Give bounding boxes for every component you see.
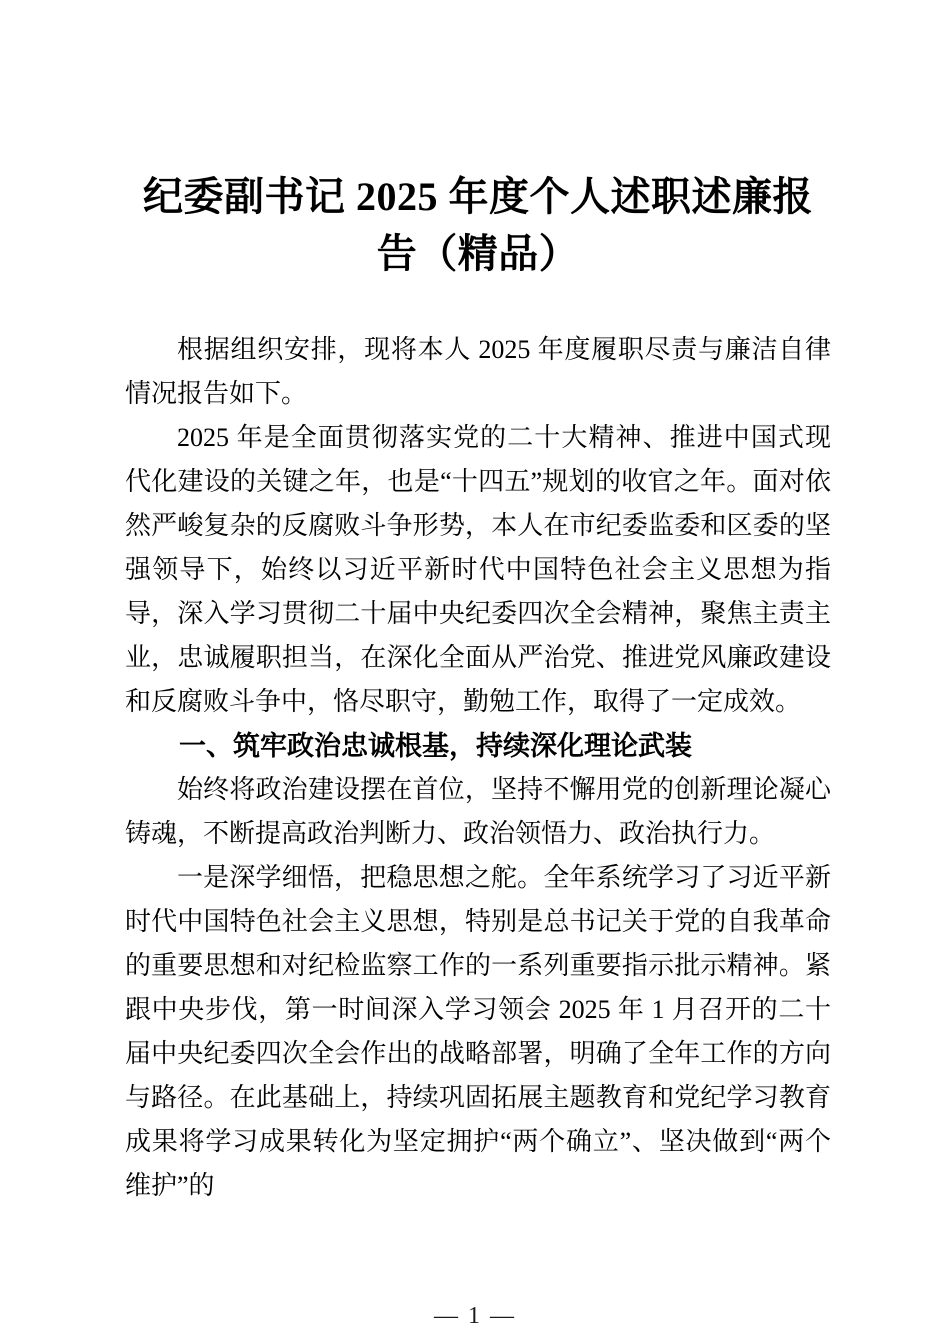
paragraph-theory-study: 一是深学细悟，把稳思想之舵。全年系统学习了习近平新时代中国特色社会主义思想，特别是总书记关于党的自我革命的重要思想和对纪检监察工作的一系列重要指示批示精神。紧跟中央步伐，第一时间深入学习领会 2025 年 1 月召开的二十届中央纪委四次全会作出的战略部署，明确了全年工作的方向与路径。在此基础上，持续巩固拓展主题教育和党纪学习教育成果将学习成果转化为坚定拥护“两个确立”、坚决做到“两个维护”的 — [125, 863, 831, 1200]
paragraph-political-building: 始终将政治建设摆在首位，坚持不懈用党的创新理论凝心铸魂，不断提高政治判断力、政治领悟力、政治执行力。 — [125, 775, 831, 848]
paragraph-overview: 2025 年是全面贯彻落实党的二十大精神、推进中国式现代化建设的关键之年，也是“十四五”规划的收官之年。面对依然严峻复杂的反腐败斗争形势，本人在市纪委监委和区委的坚强领导下，始终以习近平新时代中国特色社会主义思想为指导，深入学习贯彻二十届中央纪委四次全会精神，聚焦主责主业，忠诚履职担当，在深化全面从严治党、推进党风廉政建设和反腐败斗争中，恪尽职守，勤勉工作，取得了一定成效。 — [125, 423, 831, 716]
document-body — [125, 168, 831, 1208]
page-number: — 1 — — [434, 1303, 516, 1329]
paragraph-intro: 根据组织安排，现将本人 2025 年度履职尽责与廉洁自律情况报告如下。 — [125, 335, 831, 408]
document-title: 纪委副书记 2025 年度个人述职述廉报告（精品） — [143, 174, 813, 276]
section-heading-1: 一、筑牢政治忠诚根基，持续深化理论武装 — [179, 731, 692, 761]
